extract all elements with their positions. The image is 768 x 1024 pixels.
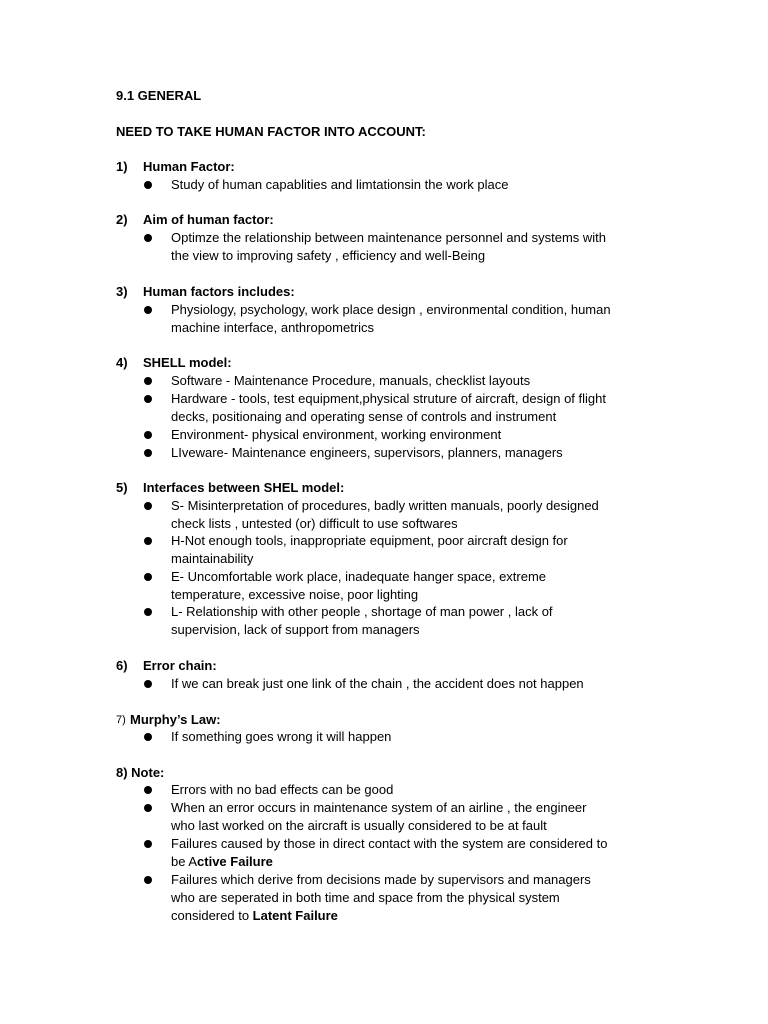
bullet-1-1 bbox=[144, 181, 152, 189]
bullet-text-6-1: If we can break just one link of the chain , the accident does not happen bbox=[171, 676, 584, 691]
bullet-4-4 bbox=[144, 449, 152, 457]
bullet-text-4-4: LIveware- Maintenance engineers, supervisors, planners, managers bbox=[171, 445, 563, 460]
item-number-6: 6) bbox=[116, 658, 128, 673]
item-number-7: 7) bbox=[116, 714, 126, 726]
bullet-5-2 bbox=[144, 537, 152, 545]
item-heading-6: Error chain: bbox=[143, 658, 217, 673]
item-number-3: 3) bbox=[116, 284, 128, 299]
bullet-text-8-4-prefix: considered to bbox=[171, 908, 253, 923]
bullet-text-8-3: Failures caused by those in direct contact with the system are considered to bbox=[171, 836, 608, 851]
bullet-4-3 bbox=[144, 431, 152, 439]
bullet-text-5-2: H-Not enough tools, inappropriate equipment, poor aircraft design for bbox=[171, 533, 568, 548]
bullet-8-4 bbox=[144, 876, 152, 884]
active-failure-term: ctive Failure bbox=[197, 854, 273, 869]
bullet-text-5-2-cont: maintainability bbox=[171, 551, 254, 566]
document-subtitle: NEED TO TAKE HUMAN FACTOR INTO ACCOUNT: bbox=[116, 124, 426, 139]
bullet-text-5-3: E- Uncomfortable work place, inadequate hanger space, extreme bbox=[171, 569, 547, 584]
bullet-3-1 bbox=[144, 306, 152, 314]
bullet-text-4-2-cont: decks, positionaing and operating sense of controls and instrument bbox=[171, 409, 557, 424]
item-number-2: 2) bbox=[116, 212, 128, 227]
bullet-text-4-2: Hardware - tools, test equipment,physical struture of aircraft, design of flight bbox=[171, 391, 606, 406]
bullet-8-2 bbox=[144, 804, 152, 812]
bullet-6-1 bbox=[144, 680, 152, 688]
item-heading-1: Human Factor: bbox=[143, 159, 235, 174]
bullet-5-1 bbox=[144, 502, 152, 510]
bullet-text-2-1-cont: the view to improving safety , efficiency and well-Being bbox=[171, 248, 486, 263]
bullet-8-1 bbox=[144, 786, 152, 794]
item-heading-2: Aim of human factor: bbox=[143, 212, 274, 227]
bullet-7-1 bbox=[144, 733, 152, 741]
bullet-text-5-1-cont: check lists , untested (or) difficult to use softwares bbox=[171, 516, 458, 531]
bullet-text-3-1-cont: machine interface, anthropometrics bbox=[171, 320, 375, 335]
bullet-text-5-3-cont: temperature, excessive noise, poor lighting bbox=[171, 587, 419, 602]
bullet-4-1 bbox=[144, 377, 152, 385]
item-heading-4: SHELL model: bbox=[143, 355, 232, 370]
bullet-text-2-1: Optimze the relationship between maintenance personnel and systems with bbox=[171, 230, 607, 245]
bullet-5-3 bbox=[144, 573, 152, 581]
bullet-text-8-4: Failures which derive from decisions made by supervisors and managers bbox=[171, 872, 591, 887]
bullet-text-4-1: Software - Maintenance Procedure, manuals, checklist layouts bbox=[171, 373, 531, 388]
item-number-4: 4) bbox=[116, 355, 128, 370]
bullet-text-5-4-cont: supervision, lack of support from managers bbox=[171, 622, 420, 637]
bullet-text-4-3: Environment- physical environment, working environment bbox=[171, 427, 502, 442]
bullet-text-7-1: If something goes wrong it will happen bbox=[171, 729, 392, 744]
item-heading-5: Interfaces between SHEL model: bbox=[143, 480, 345, 495]
bullet-text-1-1: Study of human capablities and limtationsin the work place bbox=[171, 177, 509, 192]
item-number-5: 5) bbox=[116, 480, 128, 495]
section-title: 9.1 GENERAL bbox=[116, 88, 202, 103]
item-number-1: 1) bbox=[116, 159, 128, 174]
bullet-text-3-1: Physiology, psychology, work place design , environmental condition, human bbox=[171, 302, 611, 317]
bullet-text-5-4: L- Relationship with other people , shortage of man power , lack of bbox=[171, 604, 553, 619]
item-heading-7: Murphy’s Law: bbox=[130, 712, 221, 727]
bullet-text-8-3-prefix: be A bbox=[171, 854, 198, 869]
bullet-text-5-1: S- Misinterpretation of procedures, badly written manuals, poorly designed bbox=[171, 498, 599, 513]
bullet-text-8-2: When an error occurs in maintenance system of an airline , the engineer bbox=[171, 800, 587, 815]
latent-failure-term: Latent Failure bbox=[252, 908, 338, 923]
bullet-2-1 bbox=[144, 234, 152, 242]
bullet-text-8-1: Errors with no bad effects can be good bbox=[171, 782, 394, 797]
bullet-text-8-4-cont2 bbox=[171, 907, 338, 925]
bullet-text-8-4-cont: who are seperated in both time and space from the physical system bbox=[171, 890, 560, 905]
item-heading-3: Human factors includes: bbox=[143, 284, 295, 299]
bullet-8-3 bbox=[144, 840, 152, 848]
item-number-8: 8) Note: bbox=[116, 765, 165, 780]
bullet-5-4 bbox=[144, 608, 152, 616]
bullet-4-2 bbox=[144, 395, 152, 403]
bullet-text-8-2-cont: who last worked on the aircraft is usually considered to be at fault bbox=[171, 818, 547, 833]
bullet-text-8-3-cont bbox=[171, 853, 273, 871]
